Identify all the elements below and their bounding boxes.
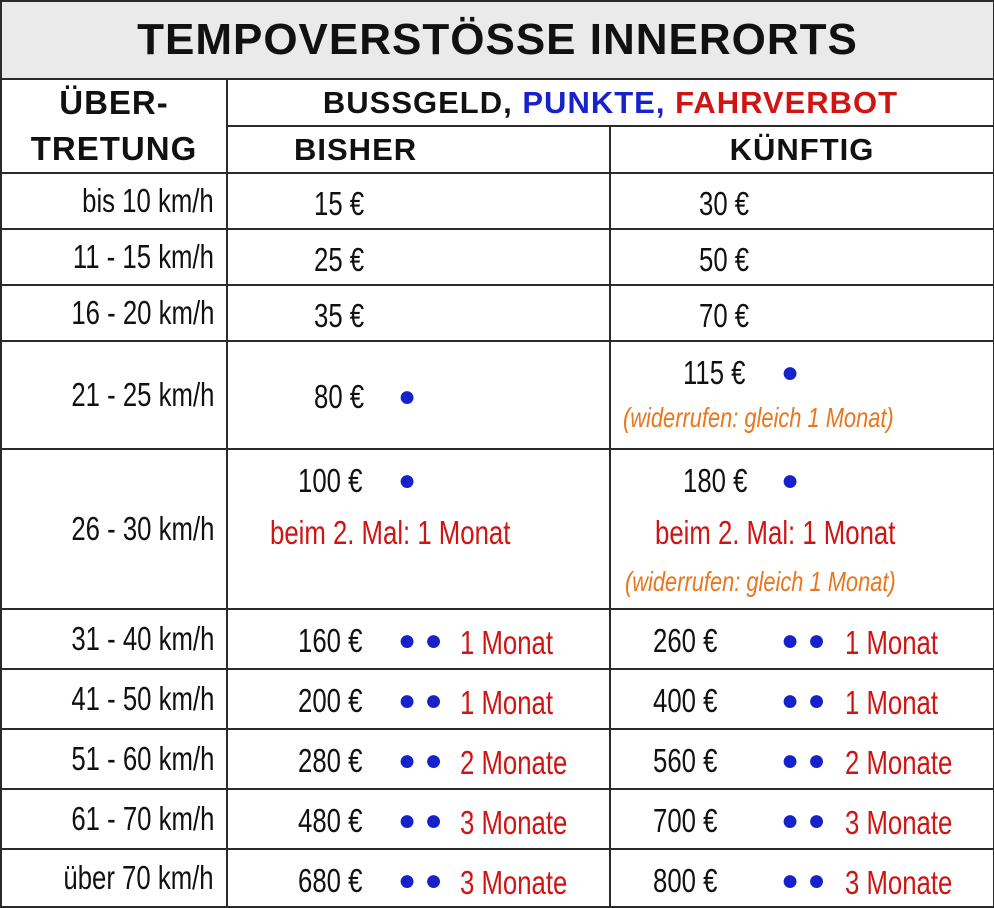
row-label: 21 - 25 km/h bbox=[1, 341, 227, 449]
points-dot-icon: ● ● bbox=[781, 864, 826, 897]
kuenftig-fine: 180 € bbox=[683, 462, 748, 499]
bisher-fine: 200 € bbox=[298, 682, 363, 719]
points-dot-icon: ● ● bbox=[398, 744, 443, 777]
kuenftig-cell bbox=[610, 729, 994, 789]
points-dot-icon: ● ● bbox=[781, 684, 826, 717]
table-row bbox=[1, 849, 994, 907]
header-uebertretung bbox=[1, 79, 227, 173]
bisher-fine: 15 € bbox=[314, 185, 365, 222]
kuenftig-cell bbox=[610, 789, 994, 849]
kuenftig-ban: 1 Monat bbox=[845, 684, 939, 721]
row-label: 26 - 30 km/h bbox=[1, 449, 227, 609]
kuenftig-ban: beim 2. Mal: 1 Monat bbox=[655, 514, 896, 551]
kuenftig-ban: 2 Monate bbox=[845, 744, 953, 781]
kuenftig-fine: 700 € bbox=[653, 802, 718, 839]
bisher-ban: 1 Monat bbox=[460, 624, 554, 661]
kuenftig-cell bbox=[610, 849, 994, 907]
points-dot-icon: ● ● bbox=[398, 684, 443, 717]
bisher-fine: 480 € bbox=[298, 802, 363, 839]
legend-bussgeld: BUSSGELD, bbox=[322, 84, 513, 120]
kuenftig-fine: 560 € bbox=[653, 742, 718, 779]
legend-fahrverbot: FAHRVERBOT bbox=[675, 84, 899, 120]
row-label: 51 - 60 km/h bbox=[1, 729, 227, 789]
points-dot-icon: ● ● bbox=[781, 804, 826, 837]
points-dot-icon: ● ● bbox=[398, 864, 443, 897]
kuenftig-ban: 1 Monat bbox=[845, 624, 939, 661]
table-row bbox=[1, 609, 994, 669]
points-dot-icon: ● bbox=[398, 380, 417, 413]
kuenftig-fine: 50 € bbox=[699, 241, 750, 278]
header-bisher: BISHER bbox=[227, 126, 610, 173]
table-row bbox=[1, 285, 994, 341]
bisher-cell bbox=[227, 849, 610, 907]
table-row bbox=[1, 229, 994, 285]
bisher-cell bbox=[227, 729, 610, 789]
kuenftig-cell bbox=[610, 229, 994, 285]
kuenftig-note: (widerrufen: gleich 1 Monat) bbox=[623, 402, 894, 433]
points-dot-icon: ● bbox=[781, 464, 800, 497]
bisher-ban: 2 Monate bbox=[460, 744, 568, 781]
kuenftig-cell bbox=[610, 669, 994, 729]
header-uebertretung-line2: TRETUNG bbox=[30, 130, 198, 167]
kuenftig-cell bbox=[610, 449, 994, 609]
kuenftig-fine: 70 € bbox=[699, 297, 750, 334]
kuenftig-cell bbox=[610, 341, 994, 449]
row-label: über 70 km/h bbox=[1, 849, 227, 907]
bisher-cell bbox=[227, 229, 610, 285]
header-kuenftig: KÜNFTIG bbox=[610, 126, 994, 173]
row-label: 31 - 40 km/h bbox=[1, 609, 227, 669]
bisher-ban: 3 Monate bbox=[460, 804, 568, 841]
bisher-cell bbox=[227, 789, 610, 849]
bisher-cell bbox=[227, 173, 610, 229]
kuenftig-ban: 3 Monate bbox=[845, 864, 953, 901]
table-row bbox=[1, 729, 994, 789]
kuenftig-fine: 30 € bbox=[699, 185, 750, 222]
kuenftig-cell bbox=[610, 609, 994, 669]
row-label: bis 10 km/h bbox=[1, 173, 227, 229]
table-row bbox=[1, 341, 994, 449]
bisher-cell bbox=[227, 609, 610, 669]
table-row bbox=[1, 449, 994, 609]
bisher-fine: 35 € bbox=[314, 297, 365, 334]
table-row bbox=[1, 789, 994, 849]
row-label: 41 - 50 km/h bbox=[1, 669, 227, 729]
bisher-fine: 80 € bbox=[314, 378, 365, 415]
bisher-fine: 680 € bbox=[298, 862, 363, 899]
bisher-fine: 100 € bbox=[298, 462, 363, 499]
bisher-fine: 280 € bbox=[298, 742, 363, 779]
points-dot-icon: ● bbox=[781, 356, 800, 389]
table-row bbox=[1, 669, 994, 729]
bisher-ban: 1 Monat bbox=[460, 684, 554, 721]
points-dot-icon: ● ● bbox=[398, 624, 443, 657]
kuenftig-ban: 3 Monate bbox=[845, 804, 953, 841]
bisher-ban: beim 2. Mal: 1 Monat bbox=[270, 514, 511, 551]
row-label: 11 - 15 km/h bbox=[1, 229, 227, 285]
points-dot-icon: ● ● bbox=[398, 804, 443, 837]
bisher-cell bbox=[227, 341, 610, 449]
kuenftig-fine: 400 € bbox=[653, 682, 718, 719]
table-title: TEMPOVERSTÖSSE INNERORTS bbox=[1, 1, 994, 79]
header-uebertretung-line1: ÜBER- bbox=[59, 84, 169, 121]
bisher-cell bbox=[227, 669, 610, 729]
row-label: 61 - 70 km/h bbox=[1, 789, 227, 849]
header-legend bbox=[227, 79, 994, 126]
bisher-cell bbox=[227, 285, 610, 341]
kuenftig-note: (widerrufen: gleich 1 Monat) bbox=[625, 566, 896, 597]
points-dot-icon: ● ● bbox=[781, 744, 826, 777]
kuenftig-cell bbox=[610, 173, 994, 229]
kuenftig-fine: 800 € bbox=[653, 862, 718, 899]
kuenftig-cell bbox=[610, 285, 994, 341]
bisher-cell bbox=[227, 449, 610, 609]
legend-punkte: PUNKTE, bbox=[522, 84, 666, 120]
bisher-fine: 25 € bbox=[314, 241, 365, 278]
kuenftig-fine: 115 € bbox=[683, 354, 746, 391]
row-label: 16 - 20 km/h bbox=[1, 285, 227, 341]
points-dot-icon: ● bbox=[398, 464, 417, 497]
points-dot-icon: ● ● bbox=[781, 624, 826, 657]
kuenftig-fine: 260 € bbox=[653, 622, 718, 659]
bisher-fine: 160 € bbox=[298, 622, 363, 659]
bisher-ban: 3 Monate bbox=[460, 864, 568, 901]
table-row bbox=[1, 173, 994, 229]
